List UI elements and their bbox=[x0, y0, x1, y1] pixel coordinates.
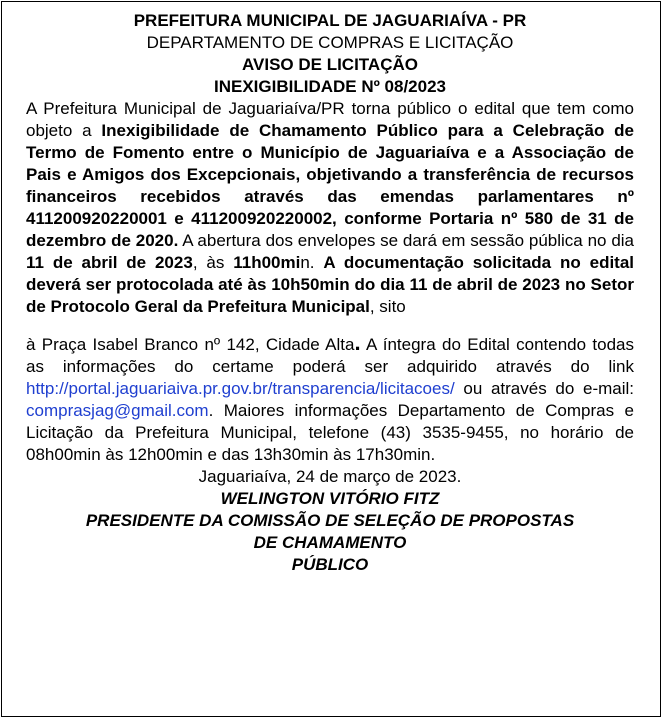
date-line: Jaguariaíva, 24 de março de 2023. bbox=[198, 467, 462, 486]
department-title: DEPARTAMENTO DE COMPRAS E LICITAÇÃO bbox=[146, 33, 514, 52]
process-number: INEXIGIBILIDADE Nº 08/2023 bbox=[213, 77, 446, 96]
paragraph-gap bbox=[26, 318, 634, 332]
text-run: . bbox=[354, 330, 361, 355]
address-text: à Praça Isabel Branco nº 142, Cidade Alta bbox=[26, 335, 355, 354]
text-run: , às bbox=[192, 253, 234, 272]
notice-header bbox=[26, 10, 634, 98]
signer-role-line-3: PÚBLICO bbox=[291, 555, 369, 574]
signer-name: WELINGTON VITÓRIO FITZ bbox=[220, 489, 440, 508]
notice-title: AVISO DE LICITAÇÃO bbox=[242, 55, 418, 74]
notice-paragraph-2 bbox=[26, 332, 634, 466]
text-run: n. bbox=[300, 253, 324, 272]
email-link[interactable]: comprasjag@gmail.com bbox=[26, 401, 209, 420]
text-run: ou através do e-mail: bbox=[454, 379, 634, 398]
text-run: A íntegra do Edital contendo todas as informações do certame poderá ser adquirido através do link bbox=[26, 335, 634, 376]
text-run: , sito bbox=[369, 297, 406, 316]
notice-frame bbox=[1, 1, 661, 717]
notice-footer bbox=[26, 466, 634, 576]
object-description: Inexigibilidade de Chamamento Público para a Celebração de Termo de Fomento entre o Município de Jaguariaíva e a Associação de Pais e Amigos dos Excepcionais, objetivando a transferência de recursos financeiros recebidos através das emendas parlamentares nº 411200920220001 e 411200920220002, conforme Portaria nº 580 de 31 de dezembro de 2020. bbox=[26, 121, 634, 250]
text-run: A abertura dos envelopes se dará em sessão pública no dia bbox=[178, 231, 635, 250]
signer-role-line-2: DE CHAMAMENTO bbox=[253, 533, 407, 552]
municipality-title: PREFEITURA MUNICIPAL DE JAGUARIAÍVA - PR bbox=[133, 11, 527, 30]
contact-info: . Maiores informações Departamento de Compras e Licitação da Prefeitura Municipal, telefone (43) 3535-9455, no horário de 08h00min às 12h00min e das 13h30min às 17h30min. bbox=[26, 401, 634, 464]
opening-date: 11 de abril de 2023 bbox=[26, 253, 193, 272]
documentation-deadline: A documentação solicitada no edital deverá ser protocolada até às 10h50min do dia 11 de abril de 2023 no Setor de Protocolo Geral da Prefeitura Municipal bbox=[26, 253, 635, 316]
signer-role-line-1: PRESIDENTE DA COMISSÃO DE SELEÇÃO DE PROPOSTAS bbox=[85, 511, 575, 530]
opening-time: 11h00mi bbox=[233, 253, 301, 272]
text-run: A Prefeitura Municipal de Jaguariaíva/PR torna público o edital que tem como objeto a bbox=[26, 99, 634, 140]
licitacoes-link[interactable]: http://portal.jaguariaiva.pr.gov.br/transparencia/licitacoes/ bbox=[26, 379, 455, 398]
notice-paragraph-1 bbox=[26, 98, 634, 318]
